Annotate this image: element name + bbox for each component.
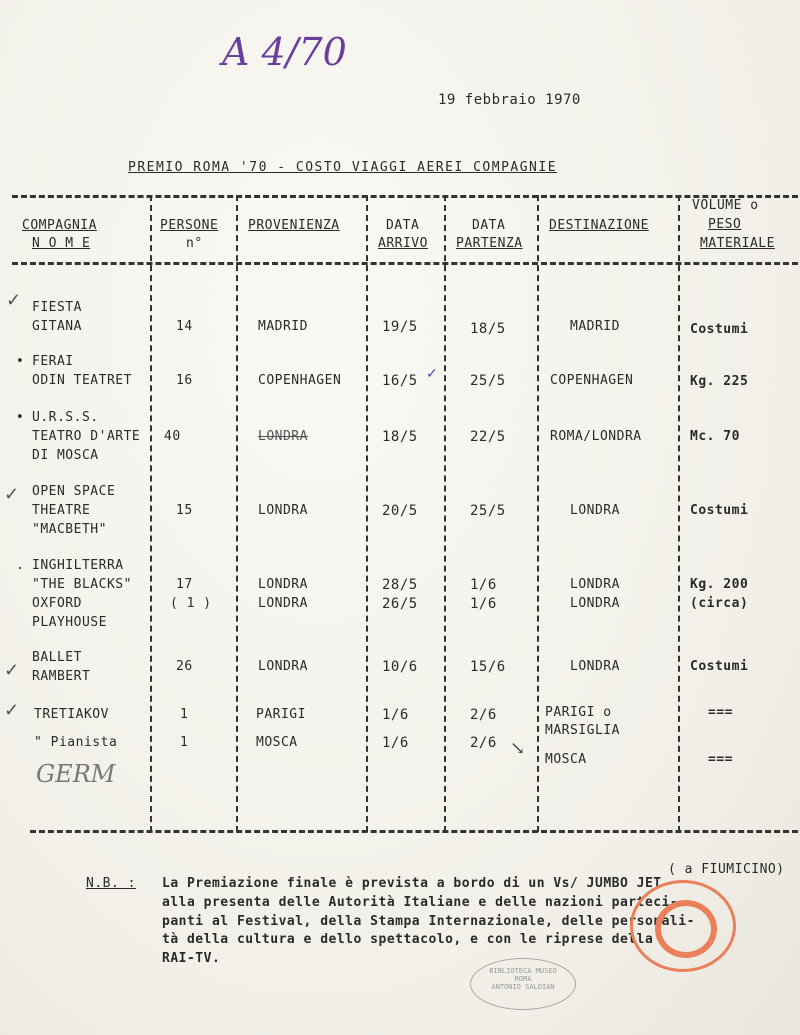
handwritten-reference: A 4/70 bbox=[222, 30, 347, 74]
header-provenienza: PROVENIENZA bbox=[248, 218, 340, 233]
table-top-rule bbox=[12, 195, 798, 198]
table-header-rule bbox=[12, 262, 798, 265]
row-volume: === bbox=[708, 752, 733, 767]
row-destinazione: COPENHAGEN bbox=[550, 373, 634, 388]
column-divider bbox=[366, 195, 368, 832]
row-partenza: 25/5 bbox=[470, 503, 506, 519]
note-line: tà della cultura e dello spettacolo, e con le riprese della bbox=[162, 932, 654, 947]
header-volume-1: VOLUME o bbox=[692, 198, 759, 213]
row-provenienza-struck: LONDRA bbox=[258, 429, 308, 444]
note-line: RAI-TV. bbox=[162, 951, 221, 966]
row-persone: 14 bbox=[176, 319, 193, 334]
row-volume: === bbox=[708, 705, 733, 720]
header-persone-n: n° bbox=[186, 236, 203, 251]
row-arrivo: 18/5 bbox=[382, 429, 418, 445]
header-data-arrivo-1: DATA bbox=[386, 218, 420, 233]
handwritten-germ: GERM bbox=[36, 760, 116, 788]
row-compagnia: ODIN TEATRET bbox=[32, 373, 132, 388]
check-mark: ✓ bbox=[6, 290, 22, 311]
row-provenienza: LONDRA bbox=[258, 659, 308, 674]
check-mark: ✓ bbox=[4, 660, 20, 681]
row-destinazione: LONDRA bbox=[570, 659, 620, 674]
row-compagnia: "MACBETH" bbox=[32, 522, 107, 537]
column-divider bbox=[150, 195, 152, 832]
arrow-icon: ↘ bbox=[510, 738, 526, 759]
header-volume-2: PESO bbox=[708, 217, 742, 232]
header-compagnia: COMPAGNIA bbox=[22, 218, 97, 233]
row-compagnia: PLAYHOUSE bbox=[32, 615, 107, 630]
document-date: 19 febbraio 1970 bbox=[438, 92, 581, 108]
header-nome: N O M E bbox=[32, 236, 91, 251]
row-arrivo: 1/6 bbox=[382, 735, 409, 751]
row-partenza: 22/5 bbox=[470, 429, 506, 445]
header-data-arrivo-2: ARRIVO bbox=[378, 236, 428, 251]
row-provenienza: COPENHAGEN bbox=[258, 373, 342, 388]
row-compagnia: U.R.S.S. bbox=[32, 410, 99, 425]
row-persone: ( 1 ) bbox=[170, 596, 212, 611]
row-destinazione: LONDRA bbox=[570, 577, 620, 592]
note-label: N.B. : bbox=[86, 876, 136, 891]
row-persone: 16 bbox=[176, 373, 193, 388]
library-stamp bbox=[470, 958, 576, 1010]
orange-stamp-inner bbox=[655, 900, 717, 958]
row-provenienza: MOSCA bbox=[256, 735, 298, 750]
row-arrivo: 10/6 bbox=[382, 659, 418, 675]
row-volume: Kg. 225 bbox=[690, 374, 749, 389]
row-volume: Kg. 200 bbox=[690, 577, 749, 592]
row-provenienza: LONDRA bbox=[258, 596, 308, 611]
row-compagnia: DI MOSCA bbox=[32, 448, 99, 463]
row-compagnia: GITANA bbox=[32, 319, 82, 334]
row-compagnia: FERAI bbox=[32, 354, 74, 369]
row-volume: Mc. 70 bbox=[690, 429, 740, 444]
column-divider bbox=[236, 195, 238, 832]
row-compagnia: OPEN SPACE bbox=[32, 484, 116, 499]
row-destinazione: MOSCA bbox=[545, 752, 587, 767]
library-stamp-line: BIBLIOTECA MUSEO bbox=[489, 967, 557, 975]
row-compagnia: BALLET bbox=[32, 650, 82, 665]
row-provenienza: PARIGI bbox=[256, 707, 306, 722]
row-compagnia: THEATRE bbox=[32, 503, 91, 518]
library-stamp-line: ANTONIO SALOIAN bbox=[491, 983, 555, 991]
row-arrivo: 26/5 bbox=[382, 596, 418, 612]
note-line: La Premiazione finale è prevista a bordo di un Vs/ JUMBO JET bbox=[162, 876, 662, 891]
header-data-partenza-2: PARTENZA bbox=[456, 236, 523, 251]
row-persone: 40 bbox=[164, 429, 181, 444]
check-mark: ✓ bbox=[4, 484, 20, 505]
row-partenza: 2/6 bbox=[470, 707, 497, 723]
row-arrivo: 16/5 bbox=[382, 373, 418, 389]
row-partenza: 15/6 bbox=[470, 659, 506, 675]
row-destinazione: MADRID bbox=[570, 319, 620, 334]
column-divider bbox=[537, 195, 539, 832]
header-destinazione: DESTINAZIONE bbox=[549, 218, 649, 233]
document-title: PREMIO ROMA '70 - COSTO VIAGGI AEREI COMPAGNIE bbox=[128, 160, 558, 175]
note-line: alla presenta delle Autorità Italiane e delle nazioni parteci- bbox=[162, 895, 679, 910]
note-line: panti al Festival, della Stampa Internazionale, delle personali- bbox=[162, 914, 695, 929]
row-compagnia: OXFORD bbox=[32, 596, 82, 611]
row-compagnia: TRETIAKOV bbox=[34, 707, 109, 722]
row-destinazione: MARSIGLIA bbox=[545, 723, 620, 738]
library-stamp-line: ROMA bbox=[514, 975, 532, 983]
row-volume: Costumi bbox=[690, 322, 749, 337]
column-divider bbox=[678, 195, 680, 832]
header-volume-3: MATERIALE bbox=[700, 236, 775, 251]
column-divider bbox=[444, 195, 446, 832]
table-bottom-rule bbox=[30, 830, 798, 833]
note-addition: ( a FIUMICINO) bbox=[668, 862, 785, 877]
row-arrivo: 28/5 bbox=[382, 577, 418, 593]
row-arrivo: 20/5 bbox=[382, 503, 418, 519]
header-persone: PERSONE bbox=[160, 218, 219, 233]
row-compagnia: FIESTA bbox=[32, 300, 82, 315]
row-bullet: • bbox=[16, 354, 25, 369]
row-partenza: 25/5 bbox=[470, 373, 506, 389]
row-partenza: 1/6 bbox=[470, 577, 497, 593]
row-partenza: 1/6 bbox=[470, 596, 497, 612]
row-compagnia: "THE BLACKS" bbox=[32, 577, 132, 592]
row-partenza: 18/5 bbox=[470, 321, 506, 337]
row-destinazione: ROMA/LONDRA bbox=[550, 429, 642, 444]
row-arrivo: 1/6 bbox=[382, 707, 409, 723]
check-mark: ✓ bbox=[426, 366, 438, 382]
row-compagnia: TEATRO D'ARTE bbox=[32, 429, 141, 444]
row-persone: 15 bbox=[176, 503, 193, 518]
row-bullet: . bbox=[16, 558, 25, 573]
row-persone: 1 bbox=[180, 735, 189, 750]
row-volume: Costumi bbox=[690, 659, 749, 674]
row-volume: Costumi bbox=[690, 503, 749, 518]
row-compagnia: " Pianista bbox=[34, 735, 118, 750]
row-destinazione: LONDRA bbox=[570, 596, 620, 611]
row-bullet: • bbox=[16, 410, 25, 425]
row-volume: (circa) bbox=[690, 596, 749, 611]
row-provenienza: LONDRA bbox=[258, 503, 308, 518]
row-persone: 26 bbox=[176, 659, 193, 674]
row-compagnia: INGHILTERRA bbox=[32, 558, 124, 573]
header-data-partenza-1: DATA bbox=[472, 218, 506, 233]
row-destinazione: LONDRA bbox=[570, 503, 620, 518]
row-provenienza: MADRID bbox=[258, 319, 308, 334]
row-partenza: 2/6 bbox=[470, 735, 497, 751]
check-mark: ✓ bbox=[4, 700, 20, 721]
row-arrivo: 19/5 bbox=[382, 319, 418, 335]
row-compagnia: RAMBERT bbox=[32, 669, 91, 684]
row-provenienza: LONDRA bbox=[258, 577, 308, 592]
row-persone: 1 bbox=[180, 707, 189, 722]
row-destinazione: PARIGI o bbox=[545, 705, 612, 720]
row-persone: 17 bbox=[176, 577, 193, 592]
